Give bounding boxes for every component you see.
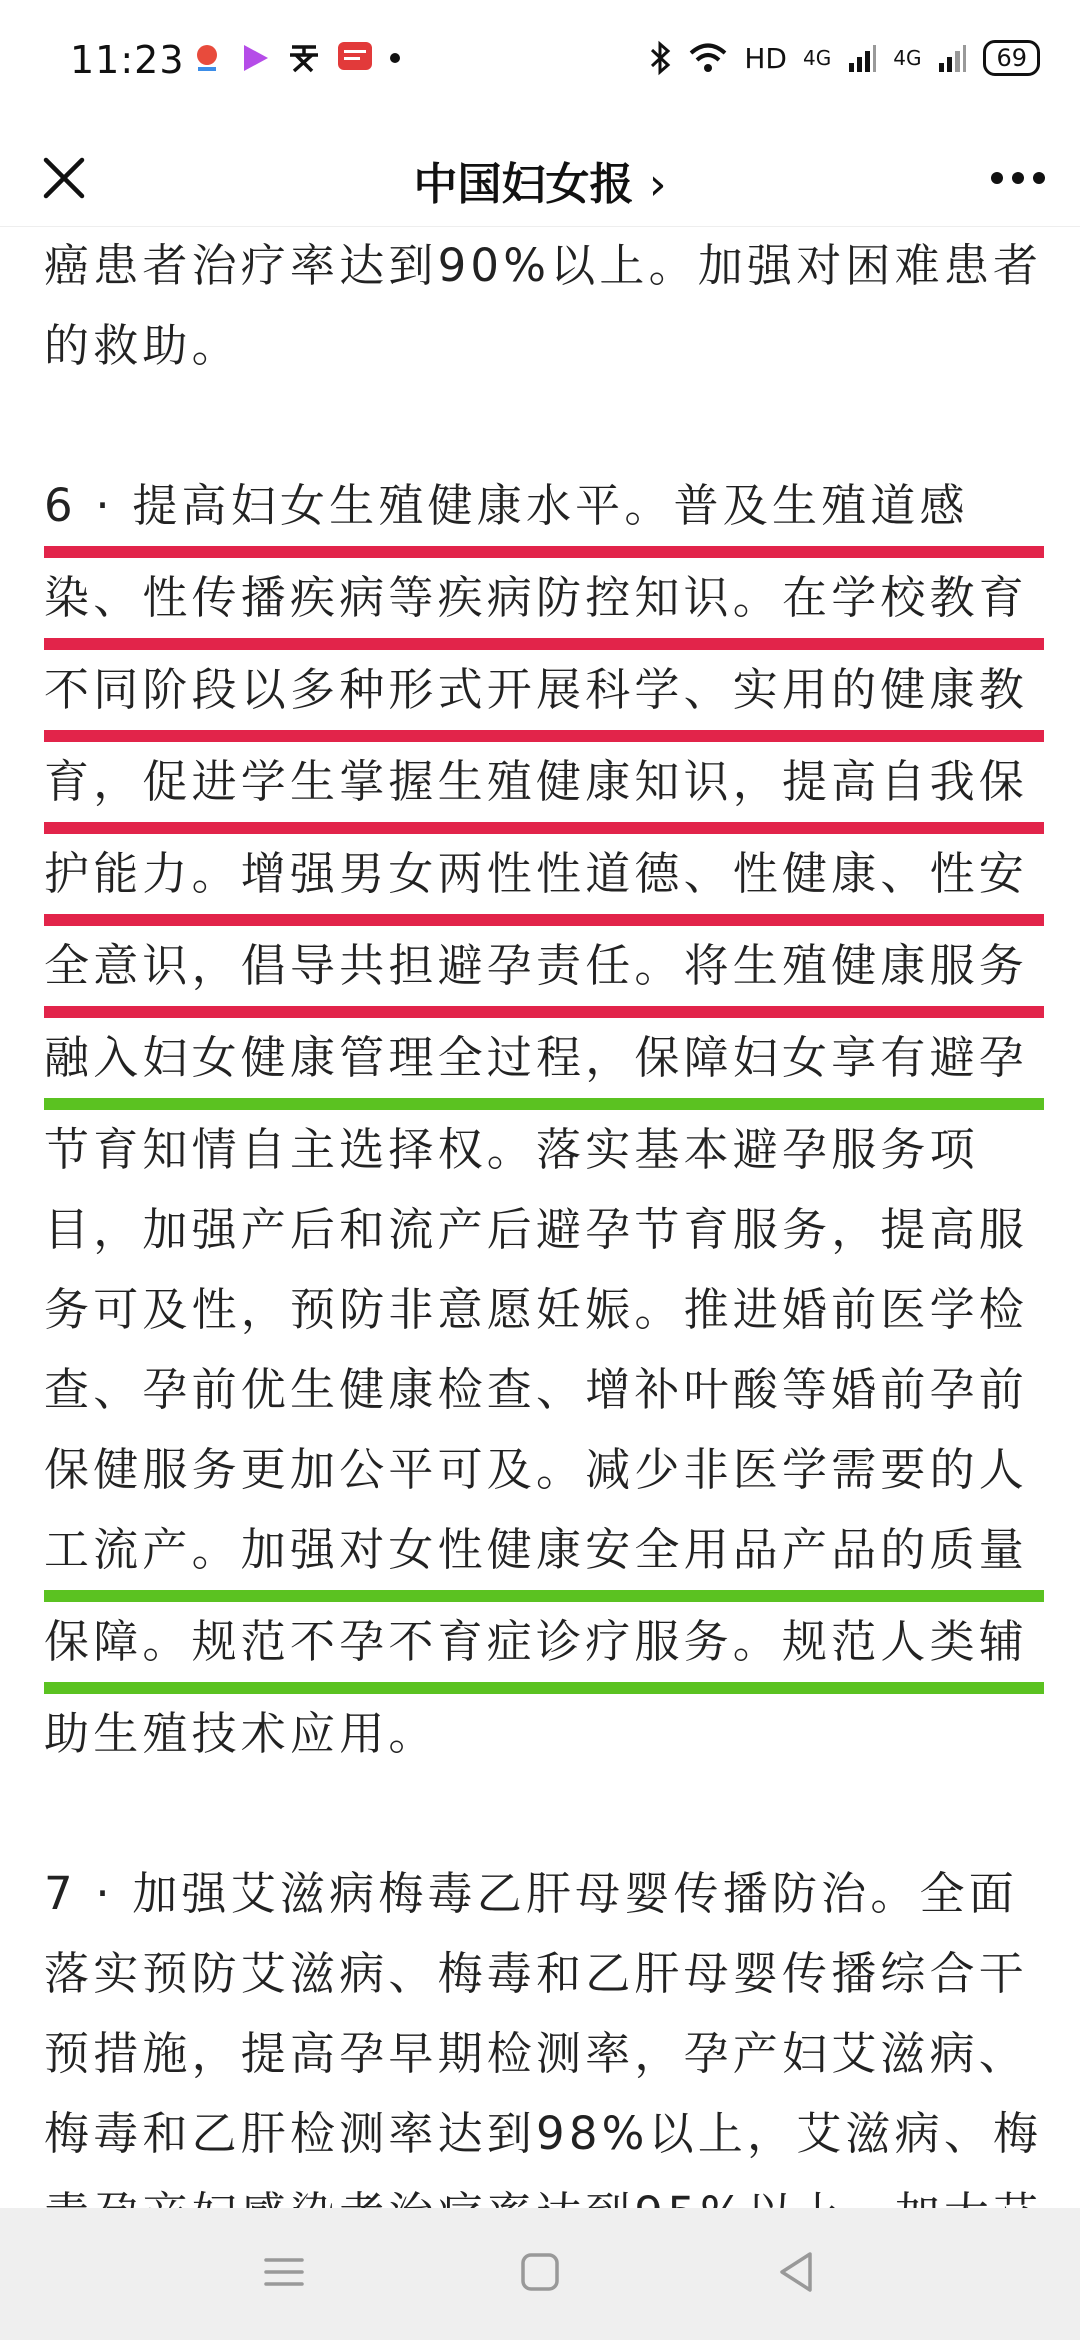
title-bar: [0, 130, 1080, 227]
article-line-highlighted: 育，促进学生掌握生殖健康知识，提高自我保: [44, 742, 1044, 834]
alipay-icon: [286, 41, 322, 75]
article-line-highlighted: 工流产。加强对女性健康安全用品产品的质量: [44, 1510, 1044, 1602]
article-line-highlighted: 全意识，倡导共担避孕责任。将生殖健康服务: [44, 926, 1044, 1018]
article-line: 节育知情自主选择权。落实基本避孕服务项: [44, 1123, 979, 1176]
status-time: 11:23: [70, 38, 185, 82]
notification-icons: [190, 40, 402, 76]
navigation-bar: [0, 2208, 1080, 2340]
home-square-icon: [519, 2251, 561, 2293]
app-icon: [336, 40, 374, 76]
chevron-right-icon: ›: [648, 159, 667, 210]
article-line: 保健服务更加公平可及。减少非医学需要的人: [44, 1443, 1029, 1496]
article-line: 目，加强产后和流产后避孕节育服务，提高服: [44, 1203, 1029, 1256]
signal-bars-icon: [937, 43, 967, 73]
account-title-link[interactable]: [0, 148, 1080, 212]
article-line: 癌患者治疗率达到90%以上。加强对困难患者: [44, 239, 1043, 292]
article-line-highlighted: 融入妇女健康管理全过程，保障妇女享有避孕: [44, 1018, 1044, 1110]
article-line-highlighted: 染、性传播疾病等疾病防控知识。在学校教育: [44, 558, 1044, 650]
video-play-icon: [238, 41, 272, 75]
article-line: [44, 1774, 1044, 1854]
dot-icon: [388, 51, 402, 65]
more-dots-icon: [990, 171, 1046, 185]
battery-indicator: 69: [983, 40, 1040, 76]
signal-bars-icon: [847, 43, 877, 73]
article-line-highlighted: 护能力。增强男女两性性道德、性健康、性安: [44, 834, 1044, 926]
status-bar: [0, 0, 1080, 130]
article-line: [44, 386, 1044, 466]
article-line-highlighted: 保障。规范不孕不育症诊疗服务。规范人类辅: [44, 1602, 1044, 1694]
article-line-highlighted: 不同阶段以多种形式开展科学、实用的健康教: [44, 650, 1044, 742]
signal-label-2: 4G: [893, 46, 922, 70]
article-line: 助生殖技术应用。: [44, 1707, 438, 1760]
article-line: 预措施，提高孕早期检测率，孕产妇艾滋病、: [44, 2027, 1029, 2080]
article-line: 7 · 加强艾滋病梅毒乙肝母婴传播防治。全面: [44, 1867, 1018, 1920]
home-button[interactable]: [510, 2242, 570, 2302]
network-label: HD: [744, 41, 787, 75]
article-line: 梅毒和乙肝检测率达到98%以上，艾滋病、梅: [44, 2107, 1043, 2160]
article-line: 落实预防艾滋病、梅毒和乙肝母婴传播综合干: [44, 1947, 1029, 2000]
more-options-button[interactable]: [978, 138, 1058, 218]
article-content: [44, 226, 1044, 2206]
back-triangle-icon: [776, 2250, 816, 2294]
page-title: 中国妇女报: [413, 159, 634, 210]
menu-icon: [262, 2254, 306, 2290]
status-indicators: [648, 40, 1040, 76]
back-button[interactable]: [766, 2242, 826, 2302]
map-pin-icon: [190, 41, 224, 75]
article-line: 的救助。: [44, 319, 241, 372]
bluetooth-icon: [648, 41, 672, 75]
signal-label-1: 4G: [802, 46, 832, 70]
article-line-highlighted: 6 · 提高妇女生殖健康水平。普及生殖道感: [44, 466, 1044, 558]
article-line: 务可及性，预防非意愿妊娠。推进婚前医学检: [44, 1283, 1029, 1336]
article-line: 查、孕前优生健康检查、增补叶酸等婚前孕前: [44, 1363, 1029, 1416]
recent-apps-button[interactable]: [254, 2242, 314, 2302]
wifi-icon: [688, 42, 728, 74]
